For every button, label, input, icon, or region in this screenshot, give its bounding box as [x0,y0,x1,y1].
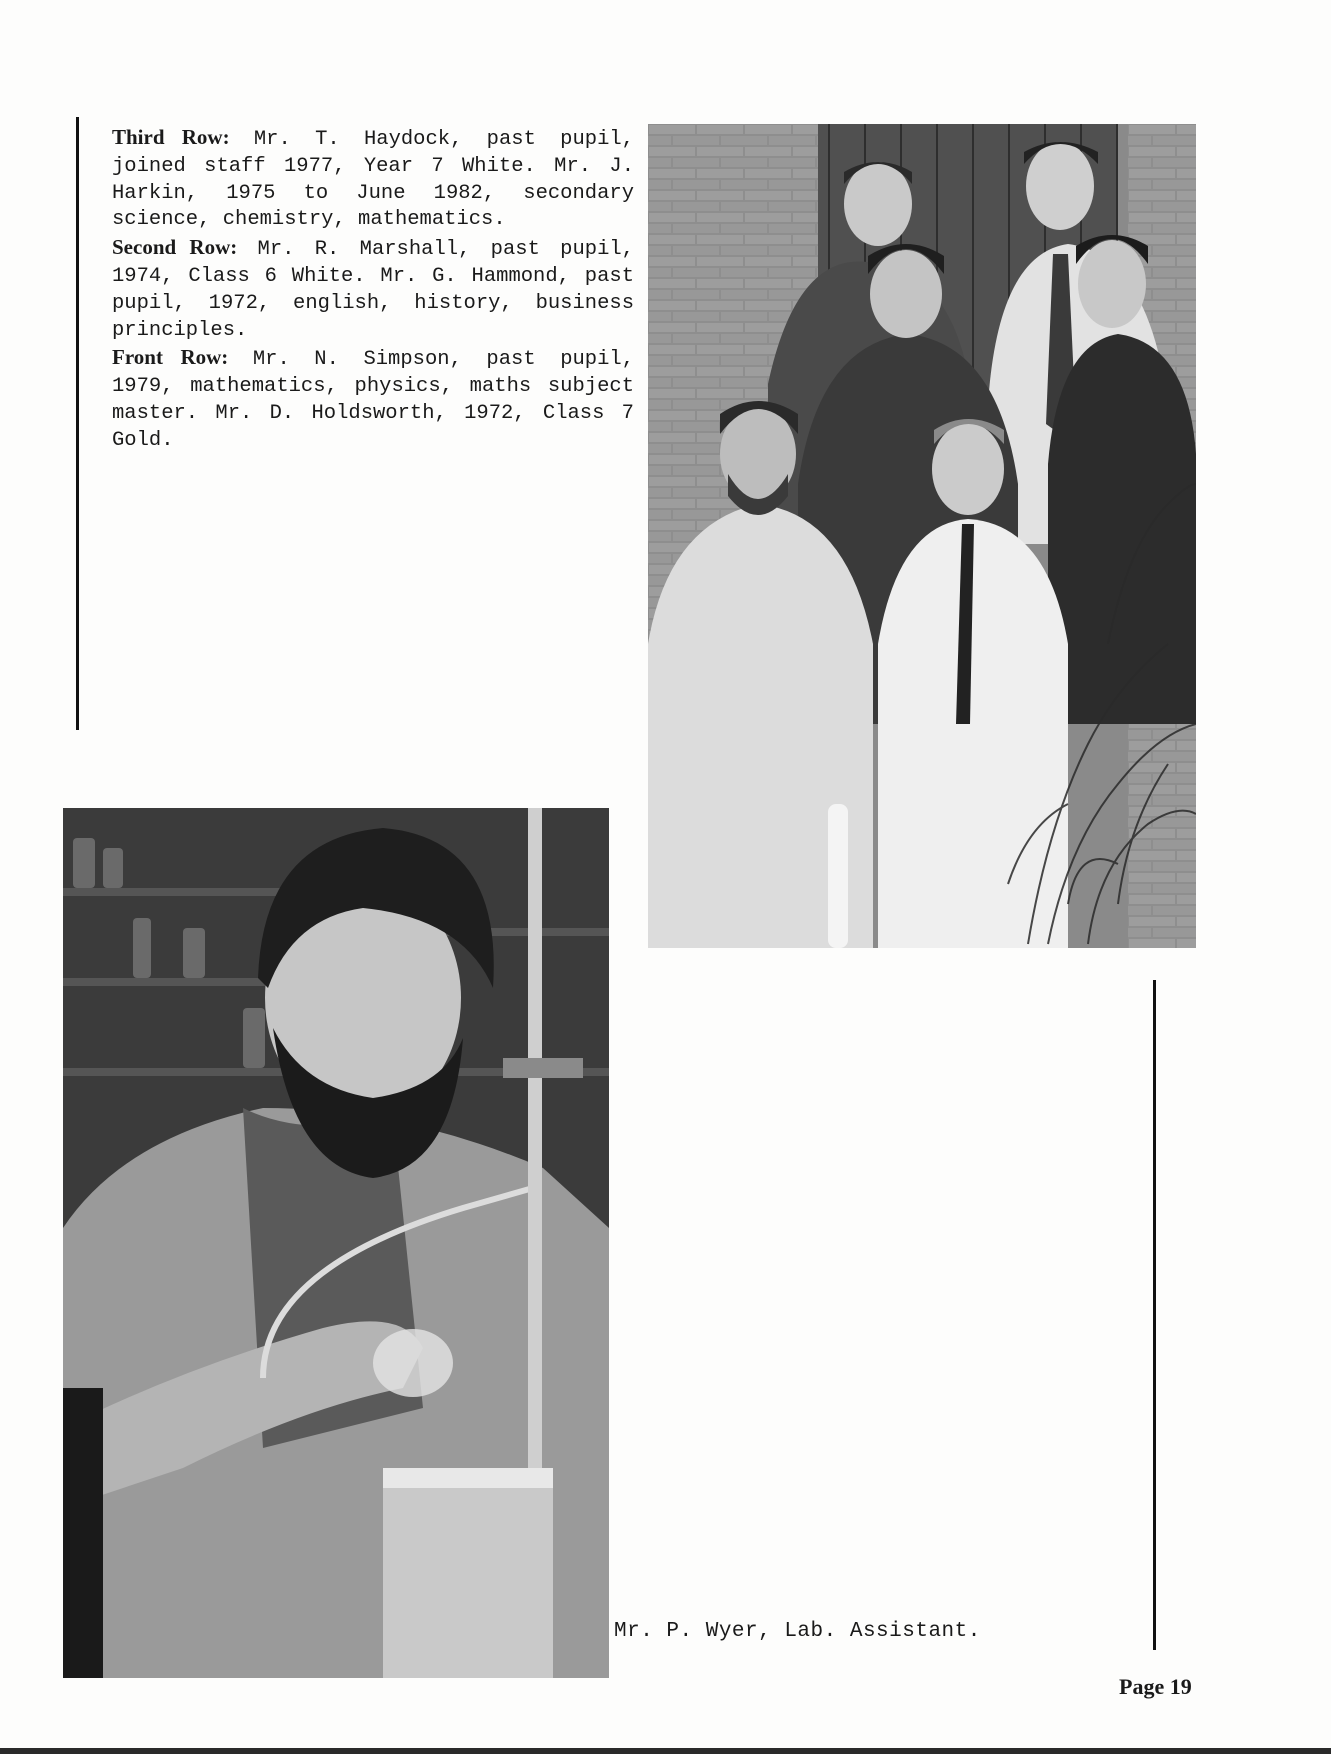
second-row-label: Second Row: [112,235,238,260]
right-vertical-rule [1153,980,1156,1650]
left-vertical-rule [76,117,79,730]
front-row-paragraph [112,344,634,454]
third-row-paragraph [112,124,634,234]
front-row-text: Mr. N. Simpson, past pupil, 1979, mathematics, physics, maths subject master. Mr. D. Holdsworth, 1972, Class 7 Gold. [112,348,635,452]
staff-group-photo-image [648,124,1196,948]
third-row-label: Third Row: [112,125,230,149]
page-number: Page 19 [1119,1674,1192,1699]
staff-group-photo [648,124,1196,948]
third-row-text: Mr. T. Haydock, past pupil, joined staff 1977, Year 7 White. Mr. J. Harkin, 1975 to June 1982, secondary science, chemistry, mathematics. [112,128,634,232]
lab-assistant-photo-image [63,808,609,1678]
second-row-text: Mr. R. Marshall, past pupil, 1974, Class 6 White. Mr. G. Hammond, past pupil, 1972, english, history, business principles. [112,238,634,342]
lab-assistant-caption: Mr. P. Wyer, Lab. Assistant. [614,1620,981,1643]
page-bottom-edge [0,1748,1331,1754]
front-row-label: Front Row: [112,345,229,370]
second-row-paragraph [112,234,634,344]
staff-photo-caption [112,124,634,455]
lab-assistant-photo [63,808,609,1678]
